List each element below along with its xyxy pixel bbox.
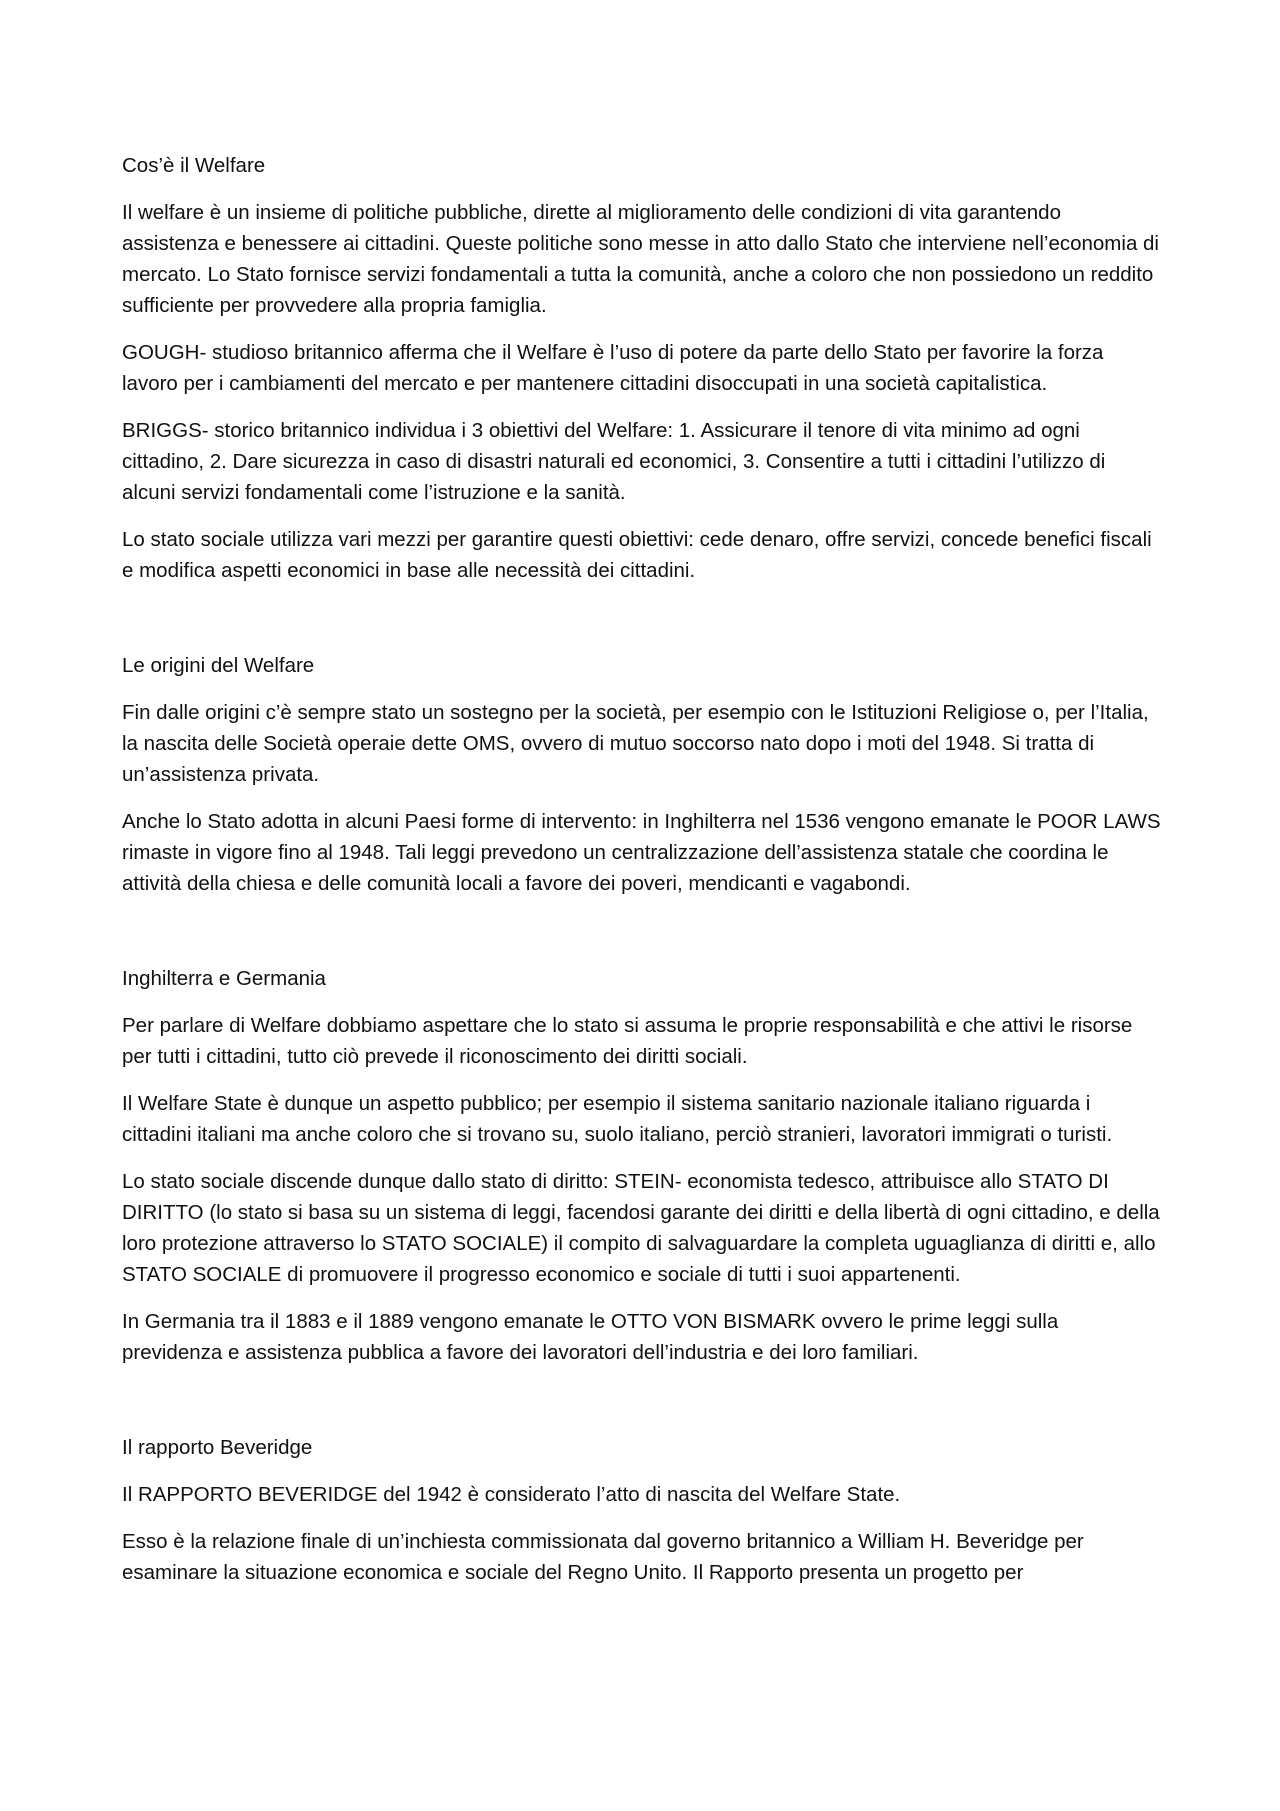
- paragraph: Anche lo Stato adotta in alcuni Paesi forme di intervento: in Inghilterra nel 1536 vengono emanate le POOR LAWS rimaste in vigore fino al 1948. Tali leggi prevedono un centralizzazione dell’assistenza statale che coordina le attività della chiesa e delle comunità locali a favore dei poveri, mendicanti e vagabondi.: [122, 810, 1161, 895]
- paragraph: Per parlare di Welfare dobbiamo aspettare che lo stato si assuma le proprie responsabilità e che attivi le risorse per tutti i cittadini, tutto ciò prevede il riconoscimento dei diritti sociali.: [122, 1014, 1133, 1068]
- paragraph: In Germania tra il 1883 e il 1889 vengono emanate le OTTO VON BISMARK ovvero le prime leggi sulla previdenza e assistenza pubblica a favore dei lavoratori dell’industria e dei loro familiari.: [122, 1310, 1059, 1364]
- section-inghilterra-e-germania: [122, 963, 1162, 1368]
- paragraph: Il Welfare State è dunque un aspetto pubblico; per esempio il sistema sanitario nazionale italiano riguarda i cittadini italiani ma anche coloro che si trovano su, suolo italiano, perciò stranieri, lavoratori immigrati o turisti.: [122, 1092, 1113, 1146]
- section-cos-e-il-welfare: [122, 150, 1162, 586]
- paragraph: Lo stato sociale discende dunque dallo stato di diritto: STEIN- economista tedesco, attribuisce allo STATO DI DIRITTO (lo stato si basa su un sistema di leggi, facendosi garante dei diritti e della libertà di ogni cittadino, e della loro protezione attraverso lo STATO SOCIALE) il compito di salvaguardare la completa uguaglianza di diritti e, allo STATO SOCIALE di promuovere il progresso economico e sociale di tutti i suoi appartenenti.: [122, 1170, 1160, 1286]
- section-heading: Inghilterra e Germania: [122, 967, 326, 990]
- section-heading: Il rapporto Beveridge: [122, 1436, 313, 1459]
- section-heading: Le origini del Welfare: [122, 654, 315, 677]
- paragraph: Esso è la relazione finale di un’inchiesta commissionata dal governo britannico a William H. Beveridge per esaminare la situazione economica e sociale del Regno Unito. Il Rapporto presenta un progetto per: [122, 1530, 1084, 1584]
- section-rapporto-beveridge: [122, 1432, 1162, 1588]
- paragraph: BRIGGS- storico britannico individua i 3 obiettivi del Welfare: 1. Assicurare il tenore di vita minimo ad ogni cittadino, 2. Dare sicurezza in caso di disastri naturali ed economici, 3. Consentire a tutti i cittadini l’utilizzo di alcuni servizi fondamentali come l’istruzione e la sanità.: [122, 419, 1106, 504]
- paragraph: Il welfare è un insieme di politiche pubbliche, dirette al miglioramento delle condizioni di vita garantendo assistenza e benessere ai cittadini. Queste politiche sono messe in atto dallo Stato che interviene nell’economia di mercato. Lo Stato fornisce servizi fondamentali a tutta la comunità, anche a coloro che non possiedono un reddito sufficiente per provvedere alla propria famiglia.: [122, 201, 1159, 317]
- section-origini-del-welfare: [122, 650, 1162, 899]
- section-heading: Cos’è il Welfare: [122, 154, 266, 177]
- document-page: [122, 150, 1162, 1604]
- paragraph: Il RAPPORTO BEVERIDGE del 1942 è considerato l’atto di nascita del Welfare State.: [122, 1483, 901, 1506]
- paragraph: Lo stato sociale utilizza vari mezzi per garantire questi obiettivi: cede denaro, offre servizi, concede benefici fiscali e modifica aspetti economici in base alle necessità dei cittadini.: [122, 528, 1152, 582]
- paragraph: GOUGH- studioso britannico afferma che il Welfare è l’uso di potere da parte dello Stato per favorire la forza lavoro per i cambiamenti del mercato e per mantenere cittadini disoccupati in una società capitalistica.: [122, 341, 1104, 395]
- paragraph: Fin dalle origini c’è sempre stato un sostegno per la società, per esempio con le Istituzioni Religiose o, per l’Italia, la nascita delle Società operaie dette OMS, ovvero di mutuo soccorso nato dopo i moti del 1948. Si tratta di un’assistenza privata.: [122, 701, 1149, 786]
